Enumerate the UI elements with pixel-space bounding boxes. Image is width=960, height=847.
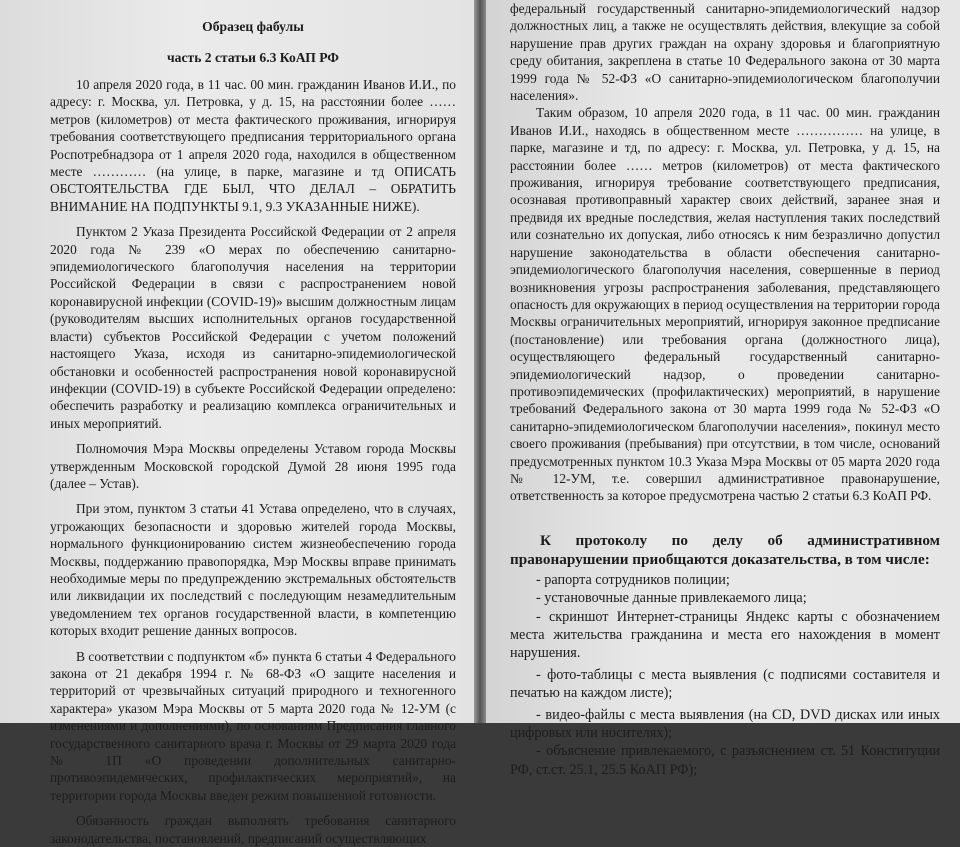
paragraph: 10 апреля 2020 года, в 11 час. 00 мин. гражданин Иванов И.И., по адресу: г. Москва, ул. Петровка, у д. 15, на расстоянии более …… метров (километров) от места фактического проживания, игнорируя требования соответствующего предписания территориального органа Роспотребнадзора от 1 апреля 2020 года, находился в общественном месте ………… (на улице, в парке, магазине и тд ОПИСАТЬ ОБСТОЯТЕЛЬСТВА ГДЕ БЫЛ, ЧТО ДЕЛАЛ – ОБРАТИТЬ ВНИМАНИЕ НА ПОДПУНКТЫ 9.1, 9.3 УКАЗАННЫЕ НИЖЕ). bbox=[50, 77, 456, 214]
document-subtitle: часть 2 статьи 6.3 КоАП РФ bbox=[167, 50, 339, 65]
paragraph: В соответствии с подпунктом «б» пункта 6 статьи 4 Федерального закона от 21 декабря 1994 г. № 68-ФЗ «О защите населения и территорий от чрезвычайных ситуаций природного и техногенного характера» указом Мэра Москвы от 5 марта 2020 года № 12-УМ (с изменениями и дополнениями), по основаниям Предписания главного государственного санитарного врача г. Москвы от 29 марта 2020 года № 1П «О проведении дополнительных санитарно-противоэпидемических, профилактических мероприятий», на территории города Москвы введен режим повышенной готовности. bbox=[50, 648, 456, 803]
list-item: - видео-файлы с места выявления (на CD, DVD дисках или иных цифровых или носителях); bbox=[510, 706, 940, 742]
list-item: - установочные данные привлекаемого лица; bbox=[536, 590, 807, 607]
paragraph: Таким образом, 10 апреля 2020 года, в 11 час. 00 мин. гражданин Иванов И.И., находясь в общественном месте …………… на улице, в парке, магазине и тд, по адресу: г. Москва, ул. Петровка, у д. 15, на расстоянии более …… метров (километров) от места фактического проживания, игнорируя требование соответствующего предписания, осознавая противоправный характер своих действий, заранее зная и предвидя их вредные последствия, желая наступления таких последствий или сознательно их допуская, либо относясь к ним безразлично допустил нарушение законодательства в области обеспечения санитарно-эпидемиологического благополучия населения, совершенные в период возникновения угрозы распространения заболевания, представляющего опасность для окружающих в период осуществления на территории города Москвы ограничительных мероприятий, игнорируя законное предписание (постановление) или требования органа (должностного лица), осуществляющего федеральный государственный санитарно-эпидемиологический надзор, о проведении санитарно-противоэпидемических (профилактических) мероприятий, в нарушение требований Федерального закона от 30 марта 1999 года № 52-ФЗ «О санитарно-эпидемиологическом благополучии населения», покинул место своего проживания (пребывания) при отсутствии, в том числе, оснований предусмотренных пунктом 10.3 Указа Мэра Москвы от 05 марта 2020 года № 12-УМ, т.е. совершил административное правонарушение, ответственность за которое предусмотрена частью 2 статьи 6.3 КоАП РФ. bbox=[510, 105, 940, 504]
right-page bbox=[486, 0, 960, 778]
document-title: Образец фабулы bbox=[202, 19, 304, 34]
list-item: - скриншот Интернет-страницы Яндекс карты с обозначением места жительства гражданина и места его нахождения в момент нарушения. bbox=[510, 608, 940, 662]
paragraph: При этом, пунктом 3 статьи 41 Устава определено, что в случаях, угрожающих безопасности и здоровью жителей города Москвы, нормального функционированию систем жизнеобеспечению города Москвы, поддержанию правопорядка, Мэр Москвы вправе принимать необходимые меры по предупреждению экстремальных обстоятельств или ликвидации их последствий с последующим незамедлительным уведомлением тех органов государственной власти, в компетенцию которых входит решение данных вопросов. bbox=[50, 501, 456, 639]
page-gutter bbox=[474, 0, 486, 723]
paragraph: Полномочия Мэра Москвы определены Уставом города Москвы утвержденным Московской городской Думой 28 июня 1995 года (далее – Устав). bbox=[50, 441, 456, 491]
paragraph: Обязанность граждан выполнять требования санитарного законодательства, постановлений, предписаний осуществляющих bbox=[50, 813, 456, 846]
list-item: - рапорта сотрудников полиции; bbox=[536, 571, 730, 588]
left-page bbox=[0, 0, 474, 846]
evidence-list bbox=[510, 571, 940, 779]
paragraph: Пунктом 2 Указа Президента Российской Федерации от 2 апреля 2020 года № 239 «О мерах по обеспечению санитарно-эпидемиологического благополучия населения на территории Российской Федерации в связи с распространением новой коронавирусной инфекции (COVID-19)» высшим должностным лицам (руководителям высших исполнительных органов государственной власти) субъектов Российской Федерации с учетом положений настоящего Указа, исходя из санитарно-эпидемиологической обстановки и особенностей распространения новой коронавирусной инфекции (COVID-19) в субъекте Российской Федерации определено: обеспечить разработку и реализацию комплекса ограничительных и иных мероприятий. bbox=[50, 224, 456, 431]
protocol-heading: К протоколу по делу об административном правонарушении приобщаются доказательства, в том числе: bbox=[510, 531, 940, 568]
list-item: - фото-таблицы с места выявления (с подписями составителя и печатью на каждом листе); bbox=[510, 666, 940, 702]
list-item: - объяснение привлекаемого, с разъяснением ст. 51 Конституции РФ, ст.ст. 25.1, 25.5 КоАП РФ); bbox=[510, 743, 940, 778]
paragraph: федеральный государственный санитарно-эпидемиологический надзор должностных лиц, а также не осуществлять действия, влекущие за собой нарушение прав других граждан на охрану здоровья и благоприятную среду обитания, закреплена в статье 10 Федерального закона от 30 марта 1999 года № 52-ФЗ «О санитарно-эпидемиологическом благополучии населения». bbox=[510, 1, 940, 104]
